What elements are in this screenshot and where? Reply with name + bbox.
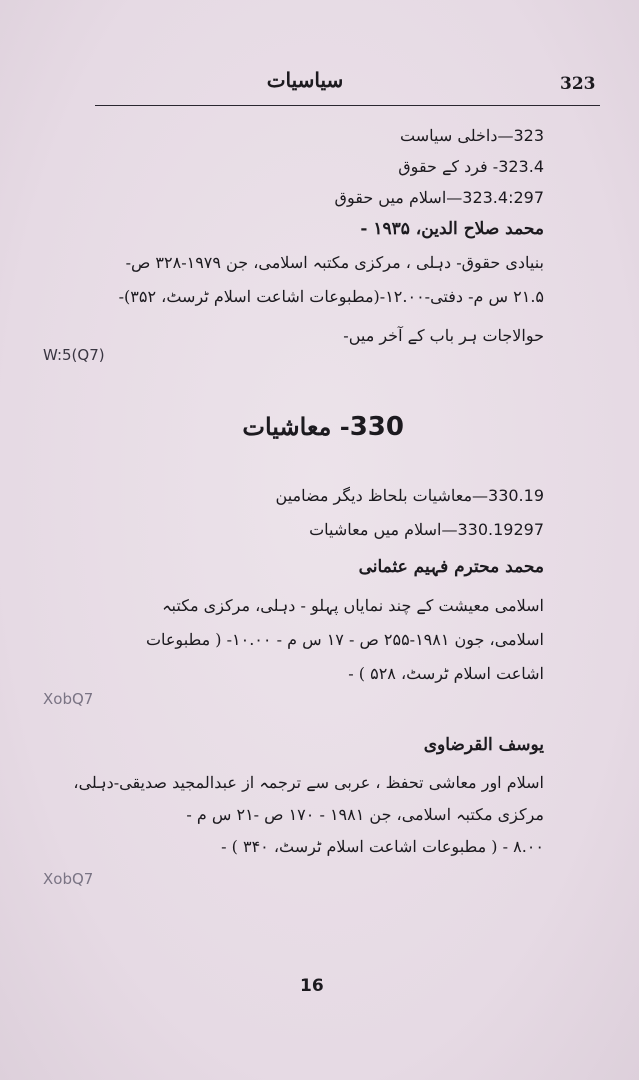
- header-page-number: 323: [560, 74, 596, 94]
- section-dash: -: [331, 412, 350, 441]
- book1-line-2: ۲۱.۵ س م- دفتی-۱۲.۰۰-(مطبوعات اشاعت اسلام ٹرسٹ، ۳۵۲)-: [118, 287, 544, 306]
- book1-author: محمد صلاح الدین، ۱۹۳۵ -: [360, 219, 544, 239]
- entry-text: —معاشیات بلحاظ دیگر مضامین: [275, 486, 489, 505]
- entry-code: 323.4:297: [462, 188, 544, 207]
- entry-323-4: [398, 157, 544, 176]
- book3-line-1: اسلام اور معاشی تحفظ ، عربی سے ترجمہ از عبدالمجید صدیقی-دہلی،: [73, 773, 544, 792]
- book3-author: یوسف القرضاوی: [423, 735, 544, 755]
- entry-code: 323.4: [498, 157, 544, 176]
- book2-ref: XobQ7: [43, 690, 94, 708]
- book2-line-2: اسلامی، جون ۱۹۸۱-۲۵۵ ص - ۱۷ س م - ۱۰.۰۰- ( مطبوعات: [145, 630, 544, 649]
- header-rule: [95, 105, 600, 106]
- entry-code: 330.19: [488, 486, 544, 505]
- entry-323: [400, 126, 544, 145]
- header-title: سیاسیات: [266, 68, 344, 92]
- entry-code: 323: [513, 126, 544, 145]
- book1-line-3: حوالاجات ہر باب کے آخر میں-: [343, 326, 544, 345]
- book1-line-1: بنیادی حقوق- دہلی ، مرکزی مکتبہ اسلامی، جن ۱۹۷۹-۳۲۸ ص-: [125, 253, 544, 272]
- entry-text: —اسلام میں معاشیات: [309, 520, 458, 539]
- entry-330-19297: [309, 520, 544, 539]
- book3-line-2: مرکزی مکتبہ اسلامی، جن ۱۹۸۱ - ۱۷۰ ص -۲۱ س م -: [186, 805, 544, 824]
- entry-text: - فرد کے حقوق: [398, 157, 499, 176]
- entry-323-4-297: [335, 188, 544, 207]
- book2-author: محمد محترم فہیم عثمانی: [358, 557, 544, 577]
- entry-330-19: [276, 486, 544, 505]
- book1-ref: W:5(Q7): [43, 346, 105, 364]
- book3-ref: XobQ7: [43, 870, 94, 888]
- footer-page-number: 16: [300, 976, 324, 996]
- section-title: معاشیات: [242, 412, 332, 441]
- book2-line-3: اشاعت اسلام ٹرسٹ، ۵۲۸ ) -: [348, 664, 544, 683]
- section-code: 330: [349, 412, 404, 442]
- book2-line-1: اسلامی معیشت کے چند نمایاں پہلو - دہلی، مرکزی مکتبہ: [162, 596, 544, 615]
- section-heading: [242, 412, 404, 442]
- book3-line-3: ۸.۰۰ - ( مطبوعات اشاعت اسلام ٹرسٹ، ۳۴۰ ) -: [221, 837, 544, 856]
- entry-code: 330.19297: [457, 520, 544, 539]
- entry-text: —اسلام میں حقوق: [334, 188, 463, 207]
- entry-text: —داخلی سیاست: [400, 126, 514, 145]
